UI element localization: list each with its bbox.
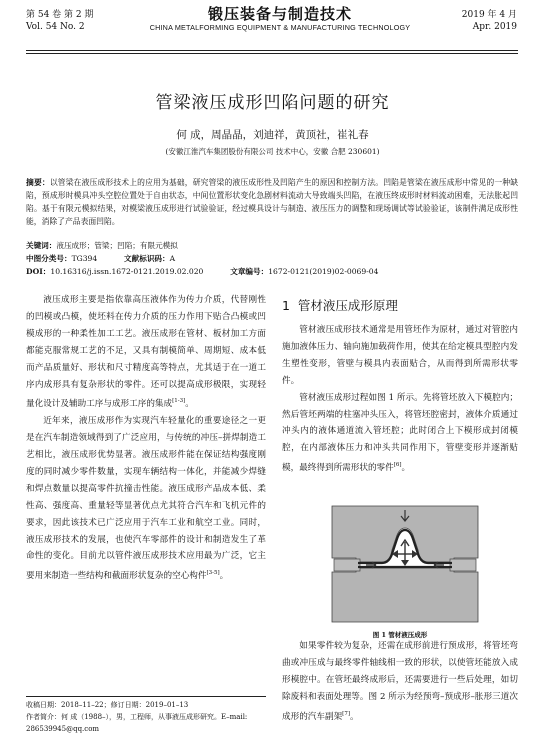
footnote [26,699,266,736]
paragraph-text: 近年来，液压成形作为实现汽车轻量化的重要途径之一更是在汽车制造领域得到了广泛应用，与传统的冲压–拼焊制造工艺相比，液压成形优势显著。液压成形件能在保证结构强度刚度的同时减少零件数量，实现车辆结构一体化，并能减少焊缝和焊点数量以提高零件抗撞击性能。液压成形产品成本低、柔性高、强度高、重量轻等显著优点尤其符合汽车和飞机元件的要求，因此该技术已广泛应用于汽车工业和航空工业。同时，液压成形技术的发展，也使汽车零部件的设计和制造发生了革命性的变化。目前尤以管件液压成形技术应用最为广泛，它主要用来制造一些结构和截面形状复杂的空心构件 [26,416,266,582]
paragraph-text: 液压成形主要是指依靠高压液体作为传力介质，代替刚性的凹模或凸模，使坯料在传力介质的压力作用下贴合凸模或凹模成形的一种柔性加工工艺。液压成形在管材、板材加工方面都能克服常规工艺的不足，又具有制模简单、周期短、成本低而产品质量好、形状和尺寸精度高等特点，尤其适于在一道工序内成形具有复杂形状的零件。还可以提高成形极限，实现轻量化设计及辅助工序与成形工序的集成 [26,295,266,410]
article-number-label: 文章编号： [230,267,269,276]
journal-name-cn: 锻压装备与制造技术 [207,5,352,23]
lower-die [332,568,478,622]
keywords [26,240,178,252]
keywords-text: 液压成形；管梁；凹陷；有限元模拟 [56,241,178,250]
abstract [26,176,518,228]
classification [26,253,175,265]
section-heading [282,296,398,314]
section-number: 1 [282,298,290,313]
journal-name-en: CHINA METALFORMING EQUIPMENT & MANUFACTURING TECHNOLOGY [149,23,411,32]
footnote-rule [26,696,266,697]
body-paragraph: 管材液压成形过程如图 1 所示。先将管坯放入下模腔内；然后管坯两端的柱塞冲头压入，将管坯腔密封，液体介质通过冲头内的液体通道流入管坯腔；此时闭合上下模形成封闭模腔，在内部液体压力和冲头共同作用下，管壁变形并逐渐贴模，最终得到所需形状的零件[6]。 [282,392,518,474]
citation: [1-3] [172,398,186,405]
citation: [7] [342,710,350,717]
doi-line [26,266,378,278]
right-punch [450,559,476,571]
body-paragraph: 如果零件较为复杂，还需在成形前进行预成形，将管坯弯曲或冲压成与最终零件轴线相一致的形状，以使管坯能放入成形模腔中。在管坯最终成形后，还需要进行一些后处理，如切除废料和表面处理等。图 2 所示为经预弯–预成形–胀形三道次成形的汽车副架[7]。 [282,641,518,722]
body-paragraph: 液压成形主要是指依靠高压液体作为传力介质，代替刚性的凹模或凸模，使坯料在传力介质的压力作用下贴合凸模或凹模成形的一种柔性加工工艺。液压成形在管材、板材加工方面都能克服常规工艺的不足，又具有制模简单、周期短、成本低而产品质量好、形状和尺寸精度高等特点，尤其适于在一道工序内成形具有复杂形状的零件。还可以提高成形极限，实现轻量化设计及辅助工序与成形工序的集成[1-3]。 [26,295,266,410]
volume-cn: 第 54 卷 第 2 期 [26,10,94,20]
received-date: 收稿日期：2018–11–22；修订日期：2019–01–13 [26,701,189,709]
clc-label: 中图分类号： [26,254,72,263]
abstract-label: 摘要： [26,178,50,187]
author-list: 何 成，周晶晶，刘迪祥，黄顶社，崔礼春 [176,129,369,141]
left-column [26,292,266,585]
doi-value[interactable]: 10.16316/j.issn.1672-0121.2019.02.020 [50,267,204,276]
hydroforming-figure [330,502,480,624]
issue-date-en: Apr. 2019 [472,22,517,32]
article-number-value: 1672-0121(2019)02-0069-04 [268,267,379,276]
doi-label: DOI： [26,267,51,276]
keywords-label: 关键词： [26,241,57,250]
paragraph-text: 管材液压成形过程如图 1 所示。先将管坯放入下模腔内；然后管坯两端的柱塞冲头压入，将管坯腔密封，液体介质通过冲头内的液体通道流入管坯腔；此时闭合上下模形成封闭模腔，在内部液体压力和冲头共同作用下，管壁变形并逐渐贴模，最终得到所需形状的零件 [282,392,518,474]
section-title: 管材液压成形原理 [297,298,398,313]
clc-value: TG394 [71,254,98,263]
affiliation: (安徽江淮汽车集团股份有限公司 技术中心，安徽 合肥 230601) [165,147,380,156]
article-title: 管梁液压成形凹陷问题的研究 [155,93,390,113]
header-rule-thick [26,50,518,51]
left-punch [334,559,360,571]
body-paragraph [282,322,518,390]
abstract-text: 以管梁在液压成形技术上的应用为基础，研究管梁的液压成形性及凹陷产生的原因和控制方法。凹陷是管梁在液压成形中常见的一种缺陷，预成形时模具冲头空腔位置处于自由状态，中间位置形状变化急剧材料流动大导致端头凹陷，在液压终成形时材料流动困难，无法胀起凹陷。基于有限元模拟结果，对模梁液压成形进行试验验证，经过模具设计与制造、液压压力的调整和现场调试等试验验证，该制件满足成形性能，消除了产品表面凹陷。 [26,178,519,226]
paragraph-text: 管材液压成形技术通常是用管坯作为原材，通过对管腔内施加液体压力、轴向施加载荷作用，使其在给定模具型腔内发生塑性变形，管壁与模具内表面贴合，从而得到所需形状零件。 [282,325,518,386]
volume-info [26,9,93,33]
issue-date-cn: 2019 年 4 月 [461,10,517,20]
volume-en: Vol. 54 No. 2 [26,22,85,32]
journal-name [120,5,440,33]
citation: [6] [393,462,402,469]
right-column-top [282,322,518,477]
paragraph-text: 如果零件较为复杂，还需在成形前进行预成形，将管坯弯曲或冲压成与最终零件轴线相一致的形状，以使管坯能放入成形模腔中。在管坯最终成形后，还需要进行一些后处理，如切除废料和表面处理等。图 2 所示为经预弯–预成形–胀形三道次成形的汽车副架 [282,641,518,722]
author-bio: 作者简介：何 成（1988–），男，工程师，从事液压成形研究。E–mail: 286539945@qq.com [26,713,248,734]
issue-date [462,9,517,33]
citation: [3-5] [206,570,220,577]
doc-code-label: 文献标识码： [124,254,170,263]
body-paragraph: 近年来，液压成形作为实现汽车轻量化的重要途径之一更是在汽车制造领域得到了广泛应用，与传统的冲压–拼焊制造工艺相比，液压成形优势显著。液压成形件能在保证结构强度刚度的同时减少零件数量，实现车辆结构一体化，并能减少焊缝和焊点数量以提高零件抗撞击性能。液压成形产品成本低、柔性高、强度高、重量轻等显著优点尤其符合汽车和飞机元件的要求，因此该技术已广泛应用于汽车工业和航空工业。同时，液压成形技术的发展，也使汽车零部件的设计和制造发生了革命性的变化。目前尤以管件液压成形技术应用最为广泛，它主要用来制造一些结构和截面形状复杂的空心构件[3-5]。 [26,416,266,582]
right-column-bottom [282,638,518,725]
figure-caption: 图 1 管材液压成形 [372,631,428,639]
header-rule-thin [26,53,518,54]
doc-code-value: A [169,254,176,263]
